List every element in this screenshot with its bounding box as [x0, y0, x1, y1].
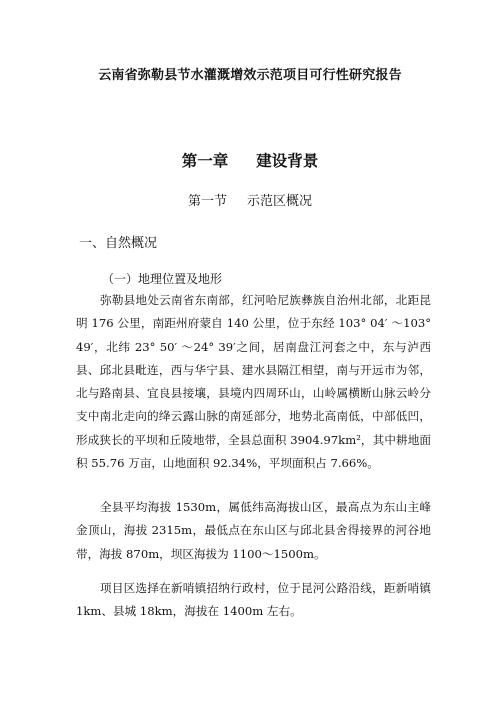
paragraph-project-area: 项目区选择在新哨镇招纳行政村，位于昆河公路沿线，距新哨镇 1km、县城 18km，海拔在 1400m 左右。	[76, 581, 431, 619]
chapter-title: 建设背景	[256, 152, 319, 170]
chapter-heading	[0, 149, 500, 171]
paragraph-location: 弥勒县地处云南省东南部，红河哈尼族彝族自治州北部，北距昆明 176 公里，南距州府蒙自 140 公里，位于东经 103° 04′ ～103° 49′，北纬 23° 50′ ～24° 39′之间，居南盘江河套之中，东与泸西县、邱北县毗连，西与华宁县、建水县隔江相望，南与开远市为邻，北与路南县、宜良县接壤，县境内四周环山，山岭属横断山脉云岭分支中南北走向的绛云露山脉的南延部分，地势北高南低，中部低凹，形成狭长的平坝和丘陵地带，全县总面积 3904.97km²，其中耕地面积 55.76 万亩，山地面积 92.34%，平坝面积占 7.66%。	[76, 293, 431, 471]
subsection-heading: 一、自然概况	[79, 236, 158, 251]
section-number: 第一节	[187, 194, 227, 209]
sub-subsection-heading: （一）地理位置及地形	[102, 272, 223, 286]
section-heading	[0, 190, 500, 209]
paragraph-elevation: 全县平均海拔 1530m，属低纬高海拔山区，最高点为东山主峰金顶山，海拔 2315m，最低点在东山区与邱北县舍得接界的河谷地带，海拔 870m，坝区海拔为 1100～1500m。	[76, 500, 431, 561]
section-title: 示范区概况	[247, 194, 313, 209]
document-title: 云南省弥勒县节水灌溉增效示范项目可行性研究报告	[98, 68, 402, 83]
chapter-number: 第一章	[181, 152, 229, 170]
